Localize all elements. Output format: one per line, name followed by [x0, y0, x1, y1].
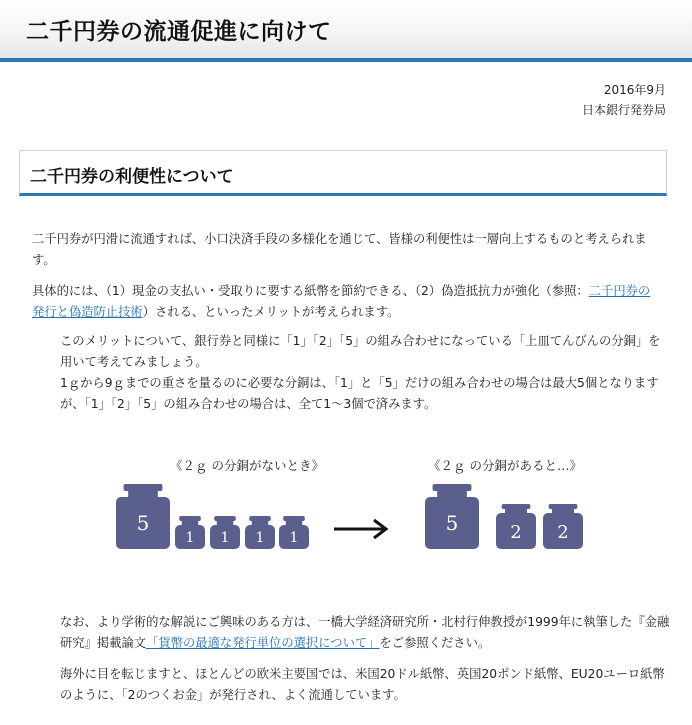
right-weight-label-0: 5 [445, 511, 459, 535]
left-weight-label-3: 1 [255, 530, 265, 546]
paragraph-weights-explanation [60, 331, 670, 415]
academic-text-end: をご参照ください。 [379, 636, 491, 650]
link-optimal-denomination-paper[interactable]: 「貨幣の最適な発行単位の選択について」 [146, 636, 380, 650]
weights-illustration [0, 470, 692, 610]
weights-explanation-line1: このメリットについて、銀行券と同様に「1」「2」「5」の組み合わせになっている「上皿てんびんの分銅」を用いて考えてみましょう。 [60, 334, 661, 369]
caption-without-2g: 《２ｇ の分銅がないとき》 [170, 458, 324, 473]
left-weight-2 [210, 516, 240, 549]
publication-meta [582, 80, 666, 120]
paragraph-intro: 二千円券が円滑に流通すれば、小口決済手段の多様化を通じて、皆様の利便性は一層向上するものと考えられます。 [32, 232, 647, 267]
right-weight-2 [543, 504, 583, 549]
left-weight-label-1: 1 [185, 530, 195, 546]
weights-explanation-line2: 1ｇから9ｇまでの重さを量るのに必要な分銅は、「1」と「5」だけの組み合わせの場合は最大5個となりますが、「1」「2」「5」の組み合わせの場合は、全て1～3個で済みます。 [60, 376, 659, 411]
left-weight-group [116, 484, 309, 549]
page-title: 二千円券の流通促進に向けて [26, 19, 332, 45]
right-weight-0 [425, 484, 479, 549]
arrow-right-icon [334, 520, 386, 538]
benefits-text-end: ）される、といったメリットが考えられます。 [142, 305, 400, 319]
left-weight-label-0: 5 [136, 511, 150, 535]
caption-with-2g: 《２ｇ の分銅があると…》 [428, 458, 582, 473]
section-heading-box [19, 150, 667, 196]
publisher-dept: 日本銀行発券局 [581, 103, 666, 117]
section-title: 二千円券の利便性について [30, 167, 234, 187]
right-weight-group [425, 484, 583, 549]
paragraph-overseas: 海外に目を転じますと、ほとんどの欧米主要国では、米国20ドル紙幣、英国20ポンド紙幣、EU20ユーロ紙幣のように、「2のつくお金」が発行され、よく流通しています。 [60, 667, 665, 702]
left-weight-4 [279, 516, 309, 549]
paragraph-academic-reference [60, 612, 670, 654]
right-weight-label-1: 2 [510, 522, 522, 543]
academic-text-start: なお、より学術的な解説にご興味のある方は、一橋大学経済研究所・北村行伸教授が1999年に執筆した『金融研究』掲載論文 [60, 615, 670, 650]
right-weight-1 [496, 504, 536, 549]
page-header [0, 0, 692, 62]
left-weight-1 [175, 516, 205, 549]
left-weight-label-2: 1 [220, 530, 230, 546]
right-weight-label-2: 2 [557, 522, 569, 543]
paragraph-benefits [32, 281, 662, 323]
left-weight-0 [116, 484, 170, 549]
publication-date: 2016年9月 [603, 83, 666, 97]
link-issuance-anti-counterfeit[interactable]: 二千円券の発行と偽造防止技術 [32, 284, 651, 319]
left-weight-label-4: 1 [289, 530, 299, 546]
benefits-text-start: 具体的には、（1）現金の支払い・受取りに要する紙幣を節約できる、（2）偽造抵抗力が強化（参照： [32, 284, 589, 298]
left-weight-3 [245, 516, 275, 549]
